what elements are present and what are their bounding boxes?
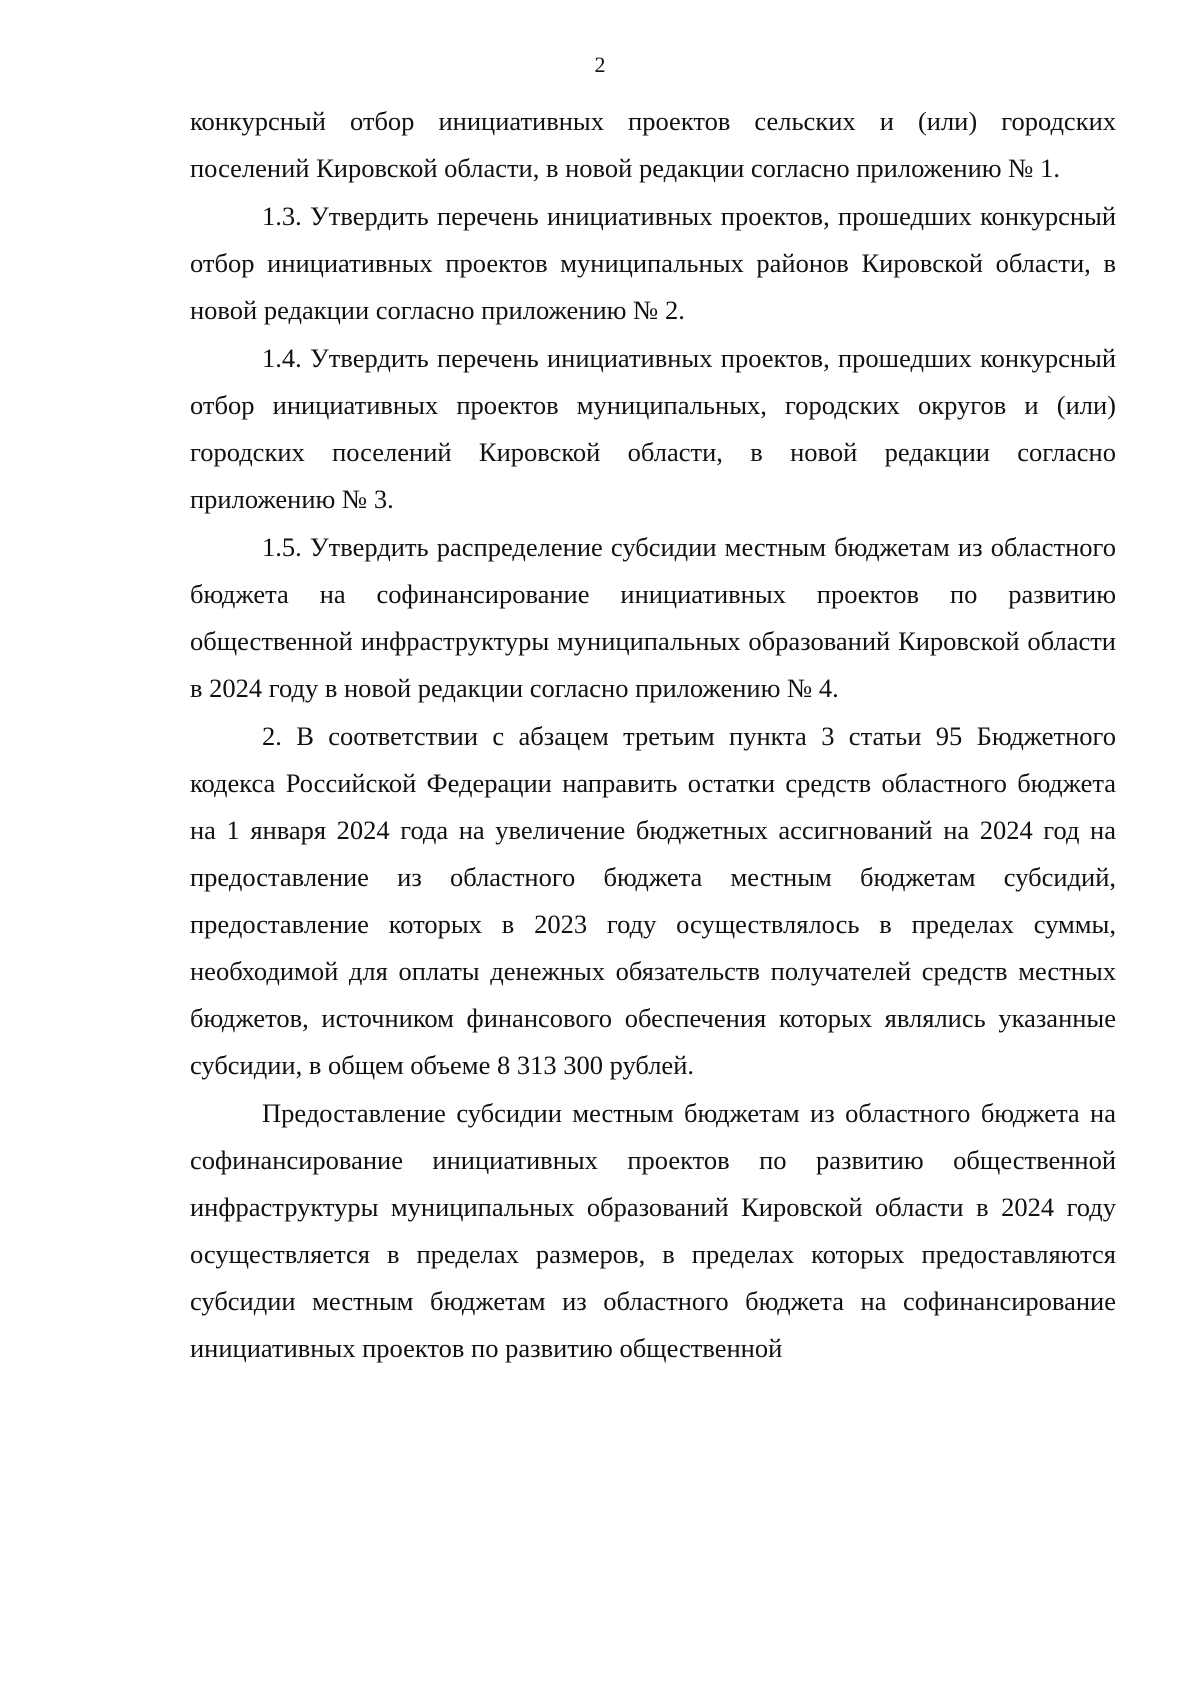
paragraph-1-2-continuation: конкурсный отбор инициативных проектов сельских и (или) городских поселений Кировской области, в новой редакции согласно приложению № 1. [190, 106, 1116, 183]
document-body [190, 98, 1116, 1372]
paragraph-2: 2. В соответствии с абзацем третьим пункта 3 статьи 95 Бюджетного кодекса Российской Федерации направить остатки средств областного бюджета на 1 января 2024 года на увеличение бюджетных ассигнований на 2024 год на предоставление из областного бюджета местным бюджетам субсидий, предоставление которых в 2023 году осуществлялось в пределах суммы, необходимой для оплаты денежных обязательств получателей средств местных бюджетов, источником финансового обеспечения которых являлись указанные субсидии, в общем объеме 8 313 300 рублей. [190, 721, 1116, 1080]
paragraph-1-3: 1.3. Утвердить перечень инициативных проектов, прошедших конкурсный отбор инициативных проектов муниципальных районов Кировской области, в новой редакции согласно приложению № 2. [190, 201, 1116, 325]
paragraph-1-5: 1.5. Утвердить распределение субсидии местным бюджетам из областного бюджета на софинансирование инициативных проектов по развитию общественной инфраструктуры муниципальных образований Кировской области в 2024 году в новой редакции согласно приложению № 4. [190, 532, 1116, 703]
paragraph-3: Предоставление субсидии местным бюджетам из областного бюджета на софинансирование инициативных проектов по развитию общественной инфраструктуры муниципальных образований Кировской области в 2024 году осуществляется в пределах размеров, в пределах которых предоставляются субсидии местным бюджетам из областного бюджета на софинансирование инициативных проектов по развитию общественной [190, 1098, 1116, 1363]
page-number: 2 [594, 52, 606, 77]
paragraph-1-4: 1.4. Утвердить перечень инициативных проектов, прошедших конкурсный отбор инициативных проектов муниципальных, городских округов и (или) городских поселений Кировской области, в новой редакции согласно приложению № 3. [190, 343, 1116, 514]
